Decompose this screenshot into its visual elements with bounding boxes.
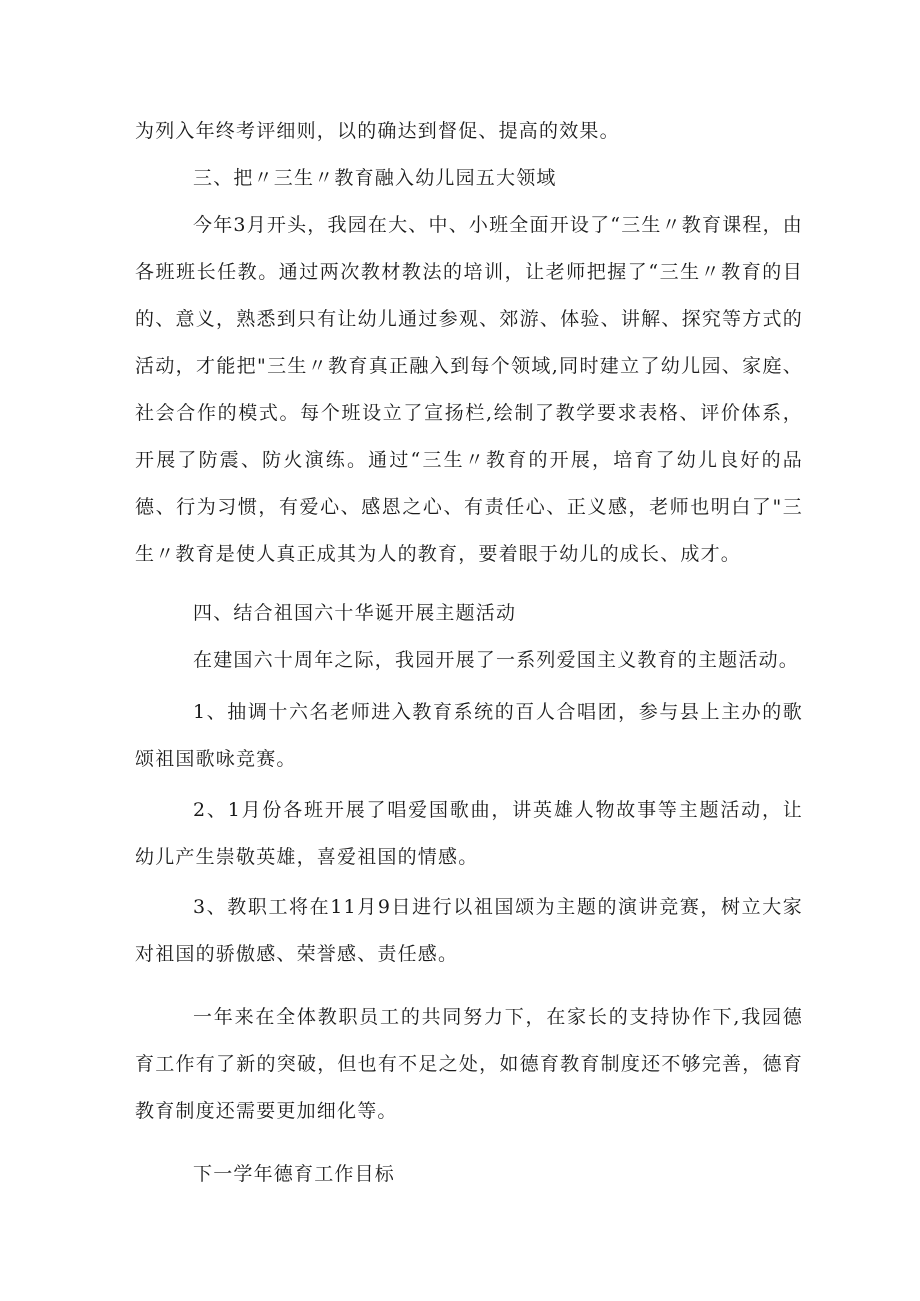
paragraph-sansheng-education: 今年3月开头，我园在大、中、小班全面开设了“三生〃教育课程，由各班班长任教。通过两次教材教法的培训，让老师把握了“三生〃教育的目的、意义，熟悉到只有让幼儿通过参观、郊游、体验、讲解、探究等方式的活动，才能把"三生〃教育真正融入到每个领域,同时建立了幼儿园、家庭、社会合作的模式。每个班设立了宣扬栏,绘制了教学要求表格、评价体系，开展了防震、防火演练。通过“三生〃教育的开展，培育了幼儿良好的品德、行为习惯，有爱心、感恩之心、有责任心、正义感，老师也明白了"三生〃教育是使人真正成其为人的教育，要着眼于幼儿的成长、成才。: [135, 214, 804, 565]
section-heading-three: 三、把〃三生〃教育融入幼儿园五大领域: [193, 167, 557, 189]
paragraph-continuation: 为列入年终考评细则，以的确达到督促、提高的效果。: [135, 120, 620, 142]
section-heading-next-year-goals: 下一学年德育工作目标: [193, 1163, 396, 1185]
list-item-two: 2、1月份各班开展了唱爱国歌曲，讲英雄人物故事等主题活动，让幼儿产生崇敬英雄，喜爱祖国的情感。: [135, 799, 803, 868]
section-heading-four: 四、结合祖国六十华诞开展主题活动: [193, 602, 517, 624]
paragraph-patriotic-intro: 在建国六十周年之际，我园开展了一系列爱国主义教育的主题活动。: [193, 649, 800, 671]
list-item-three: 3、教职工将在11月9日进行以祖国颂为主题的演讲竞赛，树立大家对祖国的骄傲感、荣誉感、责任感。: [135, 896, 803, 965]
list-item-one: 1、抽调十六名老师进入教育系统的百人合唱团，参与县上主办的歌颂祖国歌咏竞赛。: [135, 701, 803, 770]
paragraph-year-summary: 一年来在全体教职员工的共同努力下，在家长的支持协作下,我园德育工作有了新的突破，但也有不足之处，如德育教育制度还不够完善，德育教育制度还需要更加细化等。: [135, 1006, 803, 1122]
